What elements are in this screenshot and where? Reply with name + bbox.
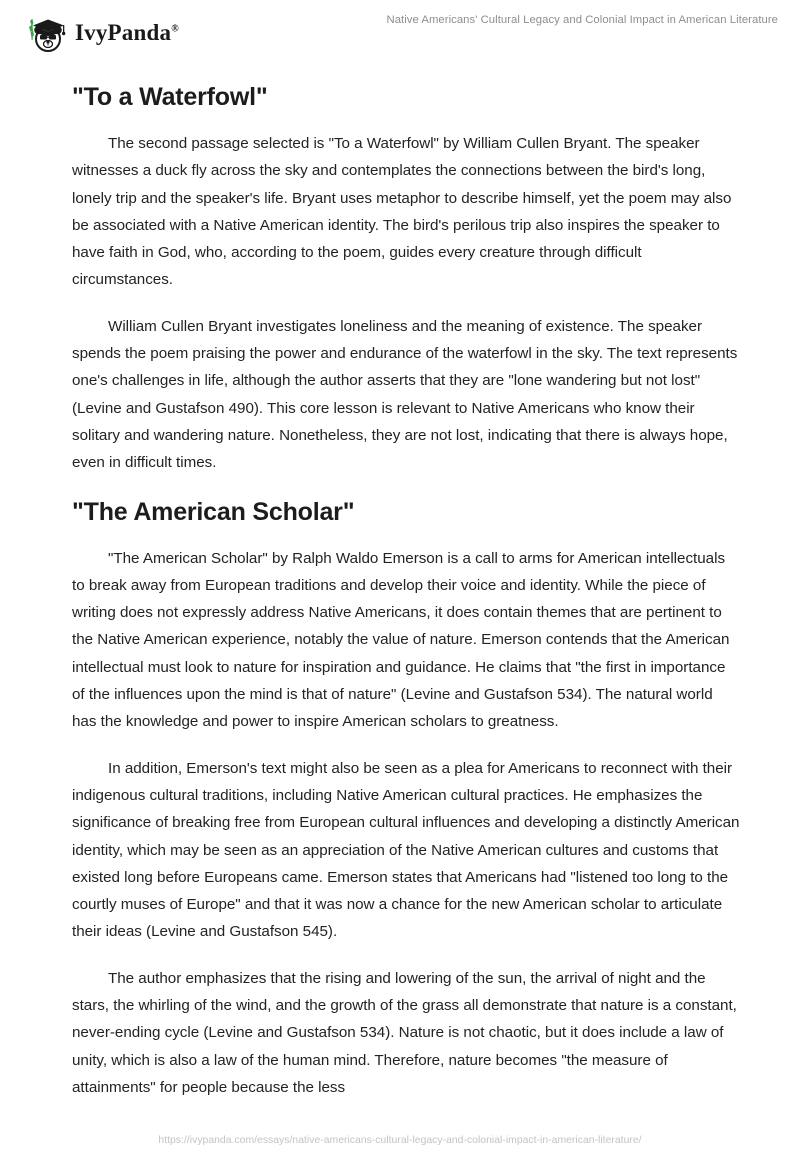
document-title: Native Americans' Cultural Legacy and Colonial Impact in American Literature bbox=[386, 14, 778, 26]
page-footer bbox=[0, 1135, 800, 1146]
registered-mark: ® bbox=[171, 23, 179, 35]
document-content bbox=[0, 82, 800, 1101]
paragraph: In addition, Emerson's text might also be seen as a plea for Americans to reconnect with their indigenous cultural traditions, including Native American cultural practices. He emphasizes the significance of breaking free from European cultural influences and developing a distinctly American identity, which may be seen as an appreciation of the Native American cultures and customs that existed long before Europeans came. Emerson states that Americans had "listened too long to the courtly muses of Europe" and that it was now a chance for the new American scholar to articulate their ideas (Levine and Gustafson 545). bbox=[72, 759, 740, 941]
source-url[interactable]: https://ivypanda.com/essays/native-americans-cultural-legacy-and-colonial-impact-in-american-literature/ bbox=[158, 1135, 642, 1146]
paragraph: The author emphasizes that the rising and lowering of the sun, the arrival of night and the stars, the whirling of the wind, and the growth of the grass all demonstrate that nature is a constant, never-ending cycle (Levine and Gustafson 534). Nature is not chaotic, but it does include a law of unity, which is also a law of the human mind. Therefore, nature becomes "the measure of attainments" for people because the less bbox=[72, 969, 737, 1096]
paragraph: The second passage selected is "To a Waterfowl" by William Cullen Bryant. The speaker witnesses a duck fly across the sky and contemplates the connections between the bird's long, lonely trip and the speaker's life. Bryant uses metaphor to describe himself, yet the poem may also be associated with a Native American identity. The bird's perilous trip also inspires the speaker to have faith in God, who, according to the poem, guides every creature through difficult circumstances. bbox=[72, 135, 732, 289]
brand-name-text: IvyPanda bbox=[75, 20, 172, 45]
paragraph: William Cullen Bryant investigates loneliness and the meaning of existence. The speaker spends the poem praising the power and endurance of the waterfowl in the sky. The text represents one's challenges in life, although the author asserts that they are "lone wandering but not lost" (Levine and Gustafson 490). This core lesson is relevant to Native Americans who know their solitary and wandering nature. Nonetheless, they are not lost, indicating that there is always hope, even in difficult times. bbox=[72, 317, 738, 472]
paragraph: "The American Scholar" by Ralph Waldo Emerson is a call to arms for American intellectuals to break away from European traditions and develop their voice and identity. While the piece of writing does not expressly address Native Americans, it does contain themes that are pertinent to the Native American experience, notably the value of nature. Emerson contends that the American intellectual must look to nature for inspiration and guidance. He claims that "the first in importance of the influences upon the mind is that of nature" (Levine and Gustafson 534). The natural world has the knowledge and power to inspire American scholars to greatness. bbox=[72, 549, 730, 731]
section-heading-the-american-scholar: "The American Scholar" bbox=[72, 497, 355, 526]
section-heading-to-a-waterfowl: "To a Waterfowl" bbox=[72, 83, 268, 111]
page-header bbox=[0, 0, 800, 56]
